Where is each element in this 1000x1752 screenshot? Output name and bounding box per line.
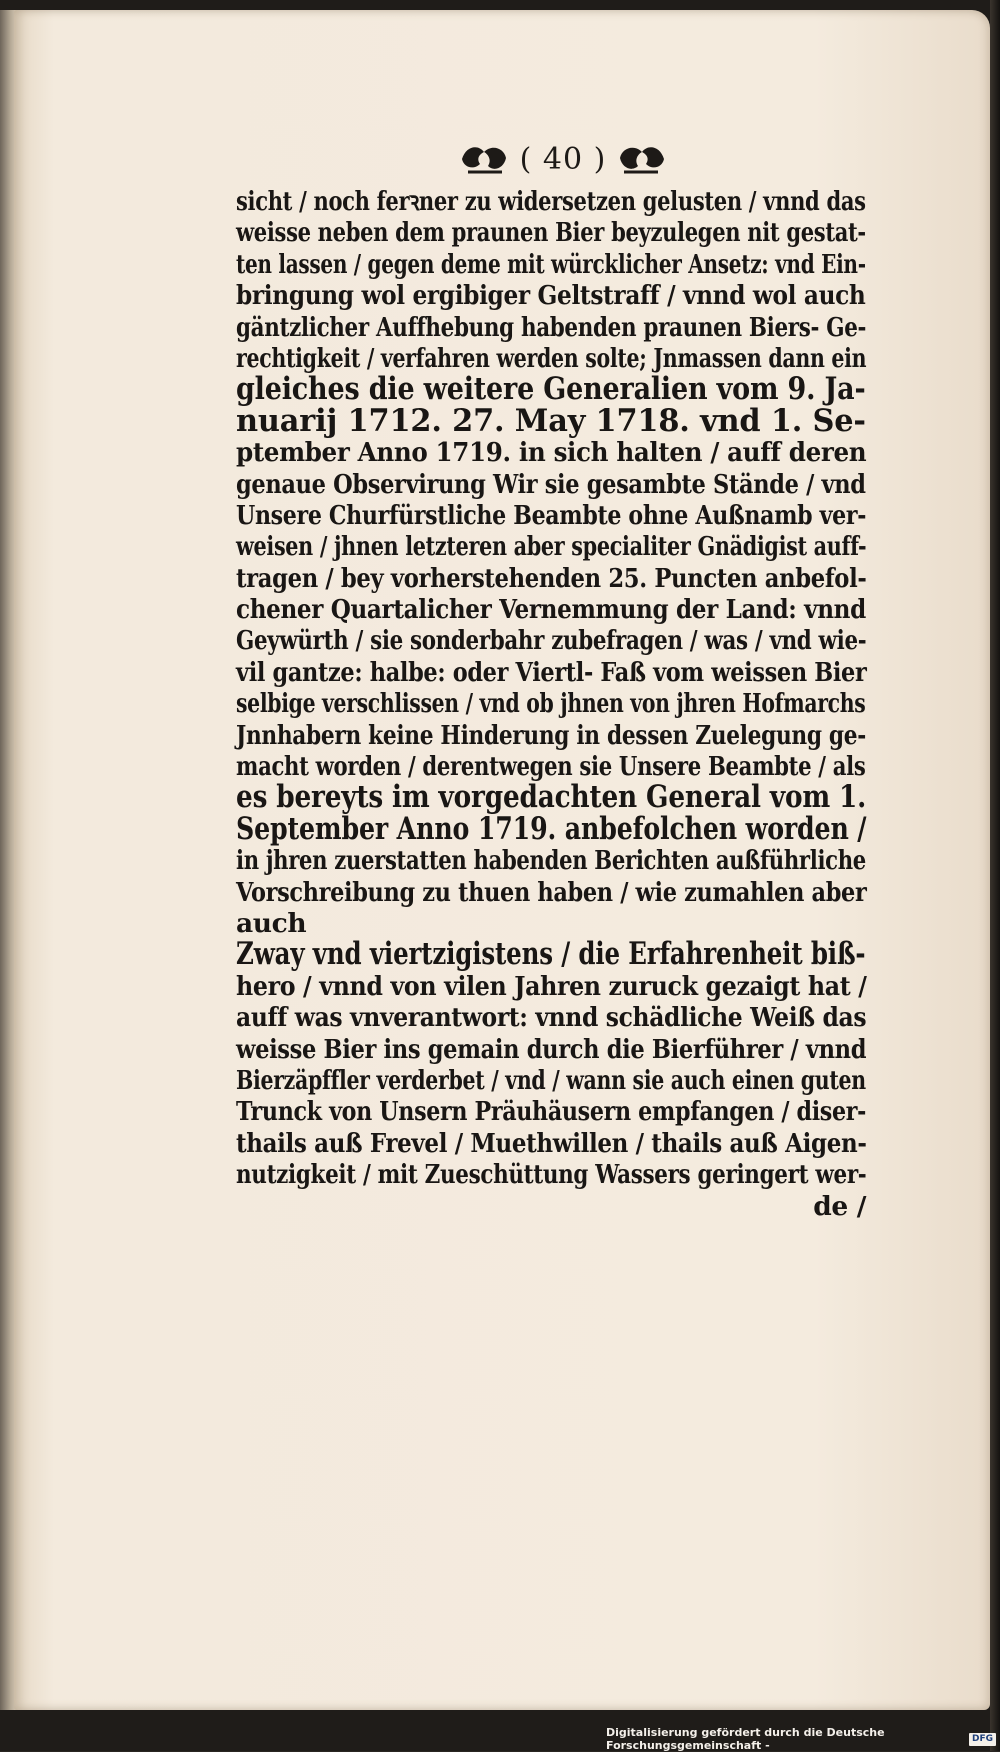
digitization-credit	[606, 1726, 996, 1752]
text-line: gäntzlicher Auffhebung habenden praunen Biers- Ge-	[236, 311, 867, 343]
text-line: auch	[236, 907, 307, 939]
text-line: Jnnhabern keine Hinderung in dessen Zuelegung ge-	[236, 719, 866, 751]
text-line: tragen / bey vorherstehenden 25. Puncten anbefol-	[236, 562, 867, 594]
text-line: nutzigkeit / mit Zueschüttung Wassers geringert wer-	[236, 1159, 867, 1191]
page-header	[448, 138, 678, 180]
text-line: in jhren zuerstatten habenden Berichten außführliche	[236, 845, 866, 877]
text-line: Geywürth / sie sonderbahr zubefragen / was / vnd wie-	[236, 625, 867, 657]
text-line: ten lassen / gegen deme mit würcklicher Ansetz: vnd Ein-	[236, 248, 866, 280]
text-line: weisen / jhnen letzteren aber specialiter Gnädigist auff-	[236, 531, 867, 563]
fleuron-ornament-icon	[616, 142, 668, 176]
text-line: bringung wol ergibiger Geltstraff / vnnd wol auch	[236, 280, 866, 312]
text-line: Unsere Churfürstliche Beambte ohne Außnamb ver-	[236, 499, 867, 531]
text-line: Bierzäpffler verderbet / vnd / wann sie auch einen guten	[236, 1064, 866, 1096]
fleuron-ornament-icon	[458, 142, 510, 176]
section-heading-line: Zway vnd viertzigistens / die Erfahrenheit biß-	[236, 936, 866, 973]
text-line: Trunck von Unsern Präuhäusern empfangen / diser-	[236, 1096, 866, 1128]
text-line: September Anno 1719. anbefolchen worden /	[236, 810, 867, 847]
text-line: ptember Anno 1719. in sich halten / auff deren	[236, 437, 867, 469]
text-line: macht worden / derentwegen sie Unsere Beambte / als	[236, 751, 866, 783]
page-edge	[990, 0, 1000, 1751]
text-line: genaue Observirung Wir sie gesambte Stände / vnd	[236, 468, 866, 500]
text-line: Vorschreibung zu thuen haben / wie zumahlen aber	[236, 876, 867, 908]
text-line: weisse neben dem praunen Bier beyzulegen nit gestat-	[236, 217, 866, 249]
text-line: nuarij 1712. 27. May 1718. vnd 1. Se-	[236, 402, 866, 439]
text-line: sicht / noch ferꝛner zu widersetzen gelusten / vnnd das	[236, 186, 866, 217]
text-line: selbige verschlissen / vnd ob jhnen von jhren Hofmarchs	[236, 688, 866, 720]
text-line: chener Quartalicher Vernemmung der Land: vnnd	[236, 594, 866, 626]
text-line: weisse Bier ins gemain durch die Bierführer / vnnd	[236, 1033, 867, 1065]
body-text	[236, 186, 866, 1222]
dfg-logo: DFG	[969, 1733, 996, 1746]
text-line: gleiches die weitere Generalien vom 9. Ja-	[236, 371, 866, 408]
page-number: ( 40 )	[519, 141, 607, 177]
catchword: de /	[813, 1190, 866, 1222]
text-line: thails auß Frevel / Muethwillen / thails auß Aigen-	[236, 1127, 867, 1159]
text-line: vil gantze: halbe: oder Viertl- Faß vom weissen Bier	[236, 656, 867, 688]
text-line: rechtigkeit / verfahren werden solte; Jnmassen dann ein	[236, 342, 867, 374]
text-line: es bereyts im vorgedachten General vom 1.	[236, 779, 867, 816]
text-line: auff was vnverantwort: vnnd schädliche Weiß das	[236, 1002, 867, 1034]
text-line: hero / vnnd von vilen Jahren zuruck gezaigt hat /	[236, 970, 867, 1002]
credit-text: Digitalisierung gefördert durch die Deutsche Forschungsgemeinschaft -	[606, 1726, 885, 1752]
